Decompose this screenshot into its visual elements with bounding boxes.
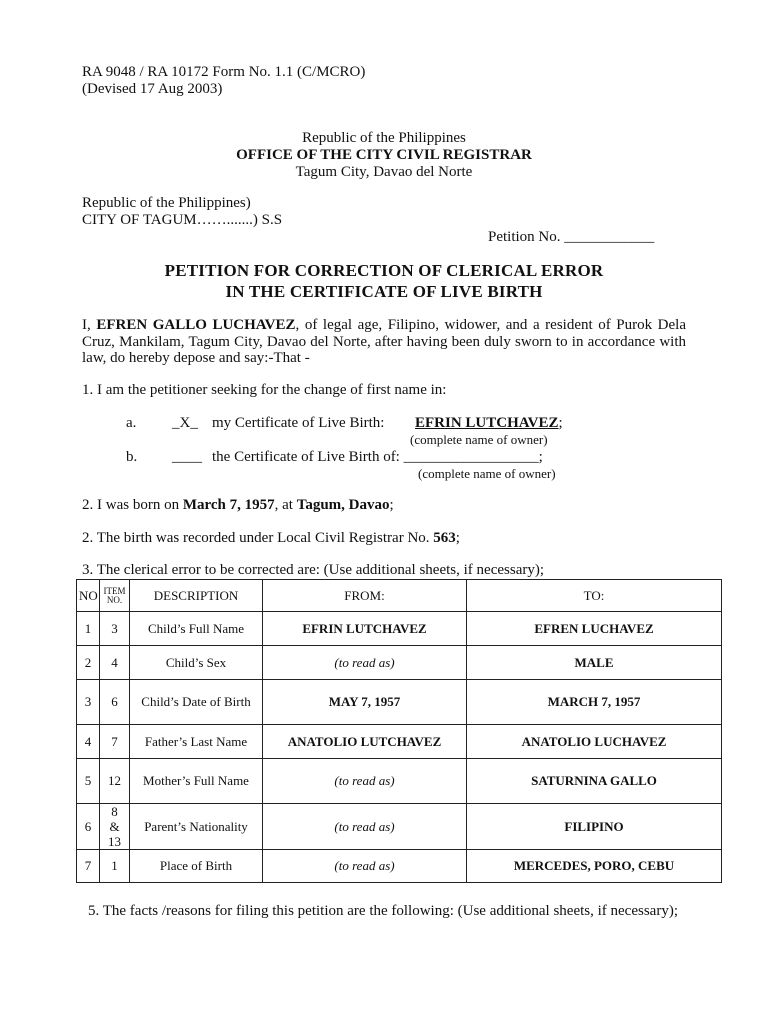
item-2-mid: , at: [274, 497, 297, 513]
row-no: 7: [77, 850, 100, 883]
header-item-no: [100, 580, 130, 612]
registry-number: 563: [433, 530, 456, 546]
office-location: Tagum City, Davao del Norte: [295, 164, 473, 180]
option-a-owner: [415, 415, 563, 432]
row-no: 4: [77, 725, 100, 759]
table-row: [77, 612, 722, 646]
republic-heading: Republic of the Philippines: [302, 130, 466, 146]
item-4-text: 3. The clerical error to be corrected are: (Use additional sheets, if necessary);: [82, 562, 545, 578]
option-a-text: my Certificate of Live Birth:: [212, 415, 385, 431]
option-b-caption: (complete name of owner): [418, 466, 556, 481]
row-from: (to read as): [263, 646, 467, 680]
row-to: ANATOLIO LUCHAVEZ: [467, 725, 722, 759]
header-item-line2: NO.: [106, 594, 123, 605]
row-description: Parent’s Nationality: [130, 804, 263, 850]
option-a-caption: (complete name of owner): [410, 432, 548, 447]
table-row: [77, 725, 722, 759]
row-description: Child’s Date of Birth: [130, 680, 263, 725]
row-item: 6: [100, 680, 130, 725]
table-row: [77, 680, 722, 725]
row-description: Child’s Full Name: [130, 612, 263, 646]
row-description: Father’s Last Name: [130, 725, 263, 759]
table-row: [77, 850, 722, 883]
row-to: MALE: [467, 646, 722, 680]
intro-prefix: I,: [82, 317, 97, 333]
row-item: 3: [100, 612, 130, 646]
row-description: Child’s Sex: [130, 646, 263, 680]
header-to: TO:: [467, 580, 722, 612]
venue-city: CITY OF TAGUM…….......) S.S: [82, 212, 283, 228]
row-no: 3: [77, 680, 100, 725]
item-2-text: [82, 497, 394, 514]
option-a-label: a.: [126, 415, 137, 431]
intro-paragraph: [82, 317, 686, 367]
office-heading: OFFICE OF THE CITY CIVIL REGISTRAR: [236, 147, 532, 163]
row-from: EFRIN LUTCHAVEZ: [263, 612, 467, 646]
row-no: 1: [77, 612, 100, 646]
row-from: (to read as): [263, 804, 467, 850]
row-to: FILIPINO: [467, 804, 722, 850]
row-description: Mother’s Full Name: [130, 759, 263, 804]
row-item: 12: [100, 759, 130, 804]
option-b-label: b.: [126, 449, 138, 465]
petition-number: Petition No. ____________: [488, 229, 655, 245]
item-3-text: [82, 530, 460, 547]
item-2-suffix: ;: [389, 497, 394, 513]
row-description: Place of Birth: [130, 850, 263, 883]
row-item: 7: [100, 725, 130, 759]
row-to: SATURNINA GALLO: [467, 759, 722, 804]
header-from: FROM:: [263, 580, 467, 612]
table-header-row: [77, 580, 722, 612]
owner-semicolon: ;: [558, 415, 563, 431]
clerical-error-table: [76, 579, 722, 883]
row-item-line2: & 13: [108, 819, 121, 849]
row-from: (to read as): [263, 850, 467, 883]
table-row: [77, 759, 722, 804]
row-item: [100, 804, 130, 850]
option-b-checkmark: ____: [172, 449, 202, 465]
item-1-text: 1. I am the petitioner seeking for the change of first name in:: [82, 382, 447, 398]
row-no: 5: [77, 759, 100, 804]
row-item-line1: 8: [111, 804, 118, 819]
item-3-prefix: 2. The birth was recorded under Local Civil Registrar No.: [82, 530, 434, 546]
birth-date: March 7, 1957: [182, 497, 275, 513]
row-from: MAY 7, 1957: [263, 680, 467, 725]
venue-republic: Republic of the Philippines): [82, 195, 251, 211]
row-to: MARCH 7, 1957: [467, 680, 722, 725]
header-description: DESCRIPTION: [130, 580, 263, 612]
row-item: 4: [100, 646, 130, 680]
devised-date: (Devised 17 Aug 2003): [82, 81, 223, 97]
owner-name: EFRIN LUTCHAVEZ: [415, 415, 559, 431]
row-to: MERCEDES, PORO, CEBU: [467, 850, 722, 883]
header-no: NO: [77, 580, 100, 612]
table-row: [77, 804, 722, 850]
row-no: 6: [77, 804, 100, 850]
row-from: (to read as): [263, 759, 467, 804]
table-row: [77, 646, 722, 680]
document-title-line1: PETITION FOR CORRECTION OF CLERICAL ERROR: [164, 261, 604, 280]
item-3-suffix: ;: [455, 530, 460, 546]
row-from: ANATOLIO LUTCHAVEZ: [263, 725, 467, 759]
birth-place: Tagum, Davao: [296, 497, 390, 513]
header-item-line1: ITEM: [103, 585, 126, 596]
petitioner-name: EFREN GALLO LUCHAVEZ: [96, 317, 296, 333]
item-5-text: 5. The facts /reasons for filing this petition are the following: (Use additional sheets, if necessary);: [88, 903, 678, 919]
intro-rest: , of legal age, Filipino, widower, and a resident of Purok Dela Cruz, Mankilam, Tagum City, Davao del Norte, after having been duly sworn to in accordance with law, do hereby depose and say:-That -: [82, 317, 686, 366]
form-number: RA 9048 / RA 10172 Form No. 1.1 (C/MCRO): [82, 64, 366, 80]
option-a-checkmark: _X_: [172, 415, 198, 431]
option-b-text: the Certificate of Live Birth of: __________________;: [212, 449, 543, 465]
document-title-line2: IN THE CERTIFICATE OF LIVE BIRTH: [225, 282, 543, 301]
row-to: EFREN LUCHAVEZ: [467, 612, 722, 646]
row-item: 1: [100, 850, 130, 883]
row-no: 2: [77, 646, 100, 680]
item-2-prefix: 2. I was born on: [82, 497, 183, 513]
